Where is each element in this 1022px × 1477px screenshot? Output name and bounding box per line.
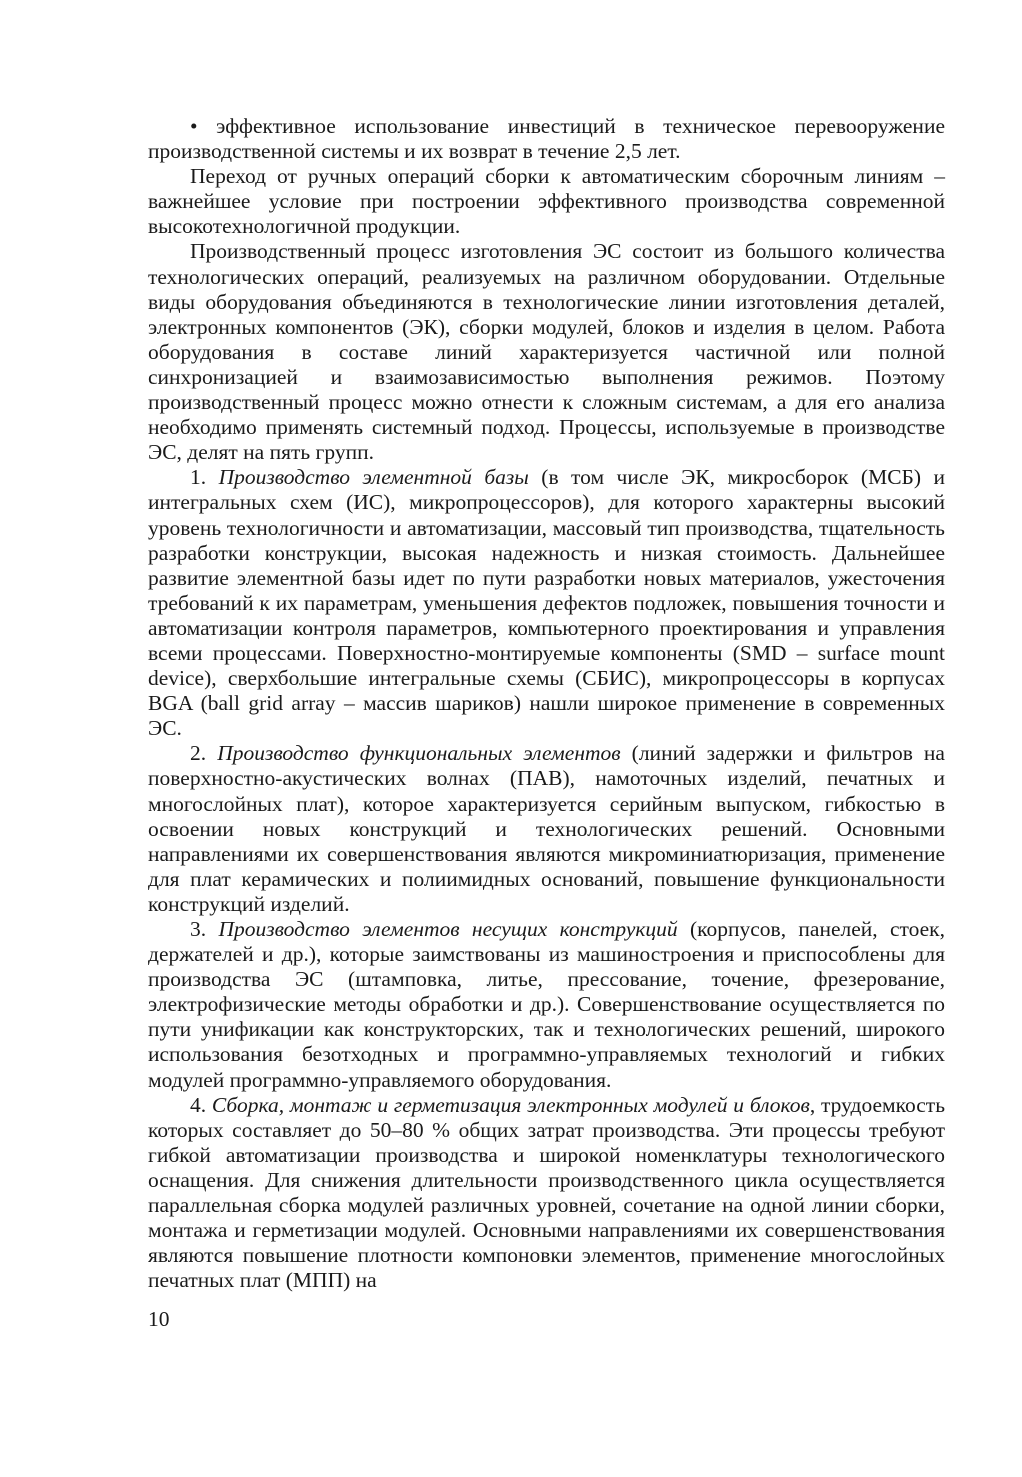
body-text [148, 114, 945, 1293]
item-text: (в том числе ЭК, микросборок (МСБ) и интегральных схем (ИС), микропроцессоров), для которого характерны высокий уровень технологичности и автоматизации, массовый тип производства, тщательность разработки конструкции, высокая надежность и низкая стоимость. Дальнейшее развитие элементной базы идет по пути разработки новых материалов, ужесточения требований к их параметрам, уменьшения дефектов подложек, повышения точности и автоматизации контроля параметров, компьютерного проектирования и управления всеми процессами. Поверхностно-монтируемые компоненты (SMD – surface mount device), сверхбольшие интегральные схемы (СБИС), микропроцессоры в корпусах BGA (ball grid array – массив шариков) нашли широкое применение в современных ЭС. [148, 465, 945, 741]
item-text: (линий задержки и фильтров на поверхностно-акустических волнах (ПАВ), намоточных изделий, печатных и многослойных плат), которое характеризуется серийным выпуском, гибкостью в освоении новых конструкций и технологических решений. Основными направлениями их совершенствования являются микроминиатюризация, применение для плат керамических и полиимидных оснований, повышение функциональности конструкций изделий. [148, 741, 945, 916]
paragraph-text: • эффективное использование инвестиций в техническое перевооружение производственной системы и их возврат в течение 2,5 лет. [148, 114, 945, 164]
paragraph-assembly-lines [148, 164, 945, 239]
page-number: 10 [148, 1307, 170, 1331]
item-number: 2. [190, 741, 218, 766]
item-text: , трудоемкость которых составляет до 50–80 % общих затрат производства. Эти процессы требуют гибкой автоматизации производства и широкой номенклатуры технологического оснащения. Для снижения длительности производственного цикла осуществляется параллельная сборка модулей различных уровней, сочетание на одной линии сборки, монтажа и герметизации модулей. Основными направлениями их совершенствования являются повышение плотности компоновки элементов, применение многослойных печатных плат (МПП) на [148, 1092, 946, 1293]
paragraph-group-1 [148, 465, 945, 741]
item-heading: Сборка, монтаж и герметизация электронных модулей и блоков [211, 1092, 810, 1117]
paragraph-group-2 [148, 741, 945, 917]
item-heading: Производство функциональных элементов [217, 741, 621, 766]
item-number: 1. [190, 465, 219, 490]
bullet-paragraph [148, 114, 945, 164]
paragraph-text: Производственный процесс изготовления ЭС состоит из большого количества технологических операций, реализуемых на различном оборудовании. Отдельные виды оборудования объединяются в технологические линии изготовления деталей, электронных компонентов (ЭК), сборки модулей, блоков и изделия в целом. Работа оборудования в составе линий характеризуется частичной или полной синхронизацией и взаимозависимостью выполнения режимов. Поэтому производственный процесс можно отнести к сложным системам, а для его анализа необходимо применять системный подход. Процессы, используемые в производстве ЭС, делят на пять групп. [148, 239, 945, 465]
item-heading: Производство элементов несущих конструкций [218, 917, 678, 941]
item-text: (корпусов, панелей, стоек, держателей и др.), которые заимствованы из машиностроения и приспособлены для производства ЭС (штамповка, литье, прессование, точение, фрезерование, электрофизические методы обработки и др.). Совершенствование осуществляется по пути унификации как конструкторских, так и технологических решений, широкого использования безотходных и программно-управляемых технологий и гибких модулей программно-управляемого оборудования. [148, 917, 945, 1092]
item-number: 4. [190, 1092, 212, 1117]
paragraph-group-4 [148, 1093, 945, 1294]
item-heading: Производство элементной базы [218, 465, 529, 490]
paragraph-group-3 [148, 917, 945, 1093]
item-number: 3. [190, 917, 219, 941]
paragraph-production-process [148, 239, 945, 465]
paragraph-text: Переход от ручных операций сборки к автоматическим сборочным линиям – важнейшее условие при построении эффективного производства современной высокотехнологичной продукции. [148, 164, 945, 239]
